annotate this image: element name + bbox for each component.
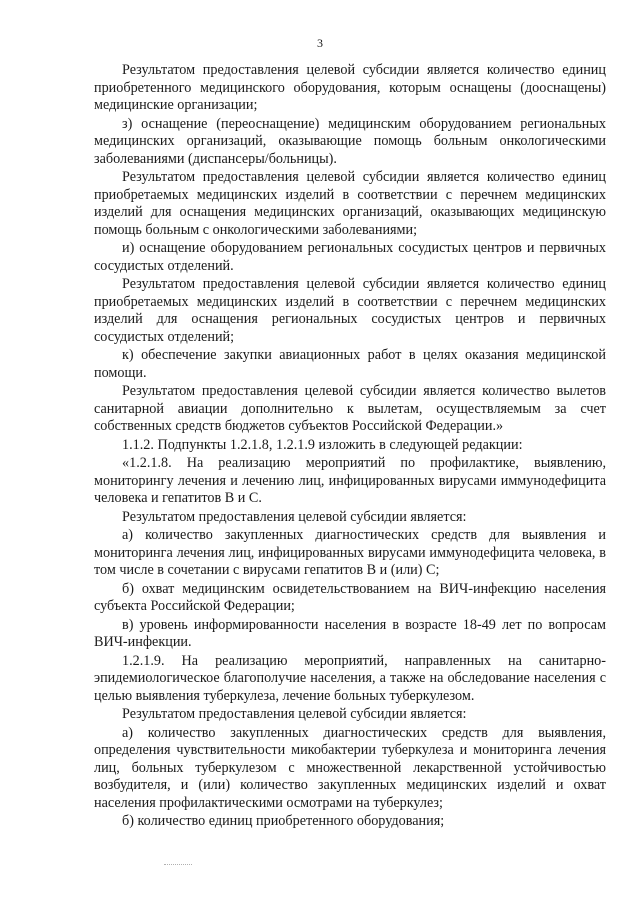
scan-mark bbox=[164, 864, 192, 865]
paragraph: в) уровень информированности населения в возрасте 18-49 лет по вопросам ВИЧ-инфекции. bbox=[94, 616, 606, 650]
paragraph: б) количество единиц приобретенного оборудования; bbox=[122, 813, 445, 829]
paragraph: Результатом предоставления целевой субсидии является количество единиц приобретаемых медицинских изделий в соответствии с перечнем медицинских изделий для оснащения медицинских организаций, оказывающих медицинскую помощь больным с онкологическими заболеваниями; bbox=[94, 169, 606, 238]
paragraph: з) оснащение (переоснащение) медицинским оборудованием региональных медицинских организаций, оказывающие помощь больным онкологическими заболеваниями (диспансеры/больницы). bbox=[94, 115, 606, 167]
paragraph: Результатом предоставления целевой субсидии является количество вылетов санитарной авиации дополнительно к вылетам, осуществляемым за счет собственных средств бюджетов субъектов Российской Федерации.» bbox=[94, 383, 606, 434]
paragraph: а) количество закупленных диагностических средств для выявления, определения чувствительности микобактерии туберкулеза и мониторинга лечения лиц, больных туберкулезом с множественной лекарственной устойчивостью возбудителя, и (или) количество закупленных медицинских изделий и охват населения профилактическими осмотрами на туберкулез; bbox=[94, 724, 606, 811]
paragraph: Результатом предоставления целевой субсидии является: bbox=[122, 706, 467, 722]
paragraph: «1.2.1.8. На реализацию мероприятий по профилактике, выявлению, мониторингу лечения и лечению лиц, инфицированных вирусами иммунодефицита человека и гепатитов В и С. bbox=[94, 455, 606, 506]
paragraph: 1.1.2. Подпункты 1.2.1.8, 1.2.1.9 изложить в следующей редакции: bbox=[122, 436, 523, 453]
paragraph: Результатом предоставления целевой субсидии является количество единиц приобретенного медицинского оборудования, которым оснащены (дооснащены) медицинские организации; bbox=[94, 62, 606, 113]
paragraph: Результатом предоставления целевой субсидии является количество единиц приобретаемых медицинских изделий в соответствии с перечнем медицинских изделий для оснащения региональных сосудистых центров и первичных сосудистых отделений; bbox=[94, 276, 606, 345]
paragraph: и) оснащение оборудованием региональных сосудистых центров и первичных сосудистых отделений. bbox=[94, 240, 606, 274]
paragraph: а) количество закупленных диагностических средств для выявления и мониторинга лечения лиц, инфицированных вирусами иммунодефицита человека, в том числе в сочетании с вирусами гепатитов В и (или) С; bbox=[94, 527, 606, 578]
page-number: 3 bbox=[317, 36, 323, 50]
paragraph: Результатом предоставления целевой субсидии является: bbox=[122, 508, 467, 525]
paragraph: 1.2.1.9. На реализацию мероприятий, направленных на санитарно-эпидемиологическое благополучие населения, а также на обследование населения с целью выявления туберкулеза, лечение больных туберкулезом. bbox=[94, 652, 606, 704]
document-body bbox=[94, 62, 606, 832]
paragraph: к) обеспечение закупки авиационных работ в целях оказания медицинской помощи. bbox=[94, 347, 606, 381]
paragraph: б) охват медицинским освидетельствованием на ВИЧ-инфекцию населения субъекта Российской Федерации; bbox=[94, 580, 606, 614]
